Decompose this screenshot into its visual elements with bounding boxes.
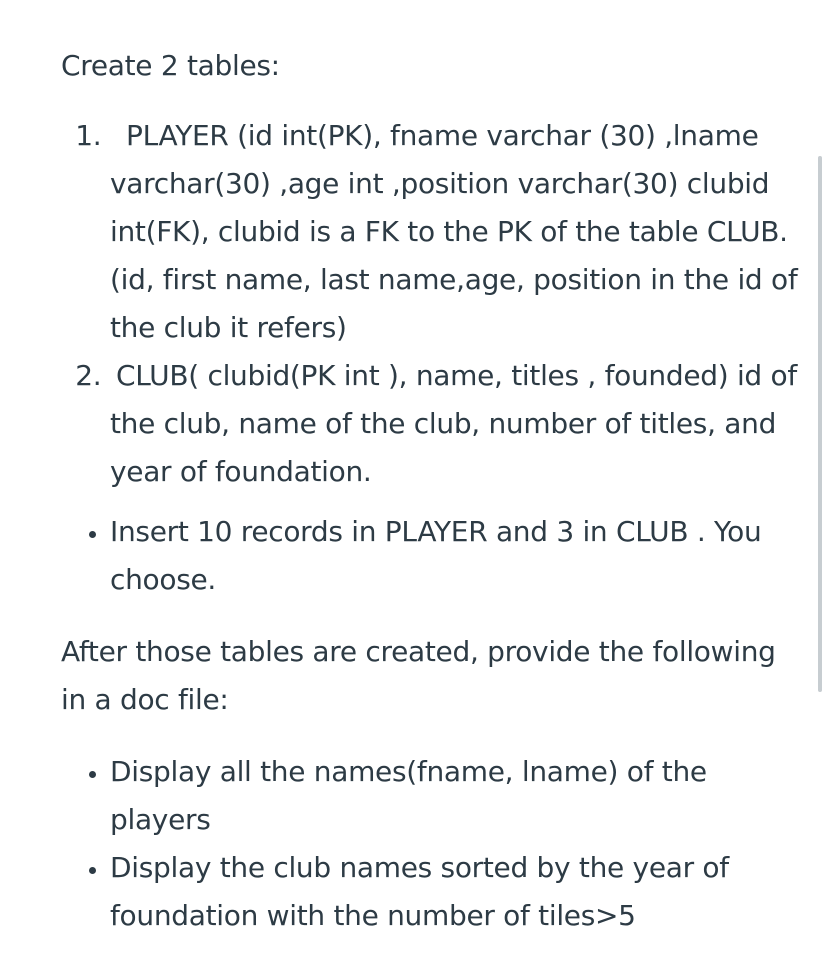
task-list bbox=[61, 748, 806, 940]
vertical-scrollbar[interactable] bbox=[818, 156, 822, 692]
table-list bbox=[61, 112, 806, 496]
after-text: After those tables are created, provide the following in a doc file: bbox=[61, 635, 776, 716]
insert-item: • Insert 10 records in PLAYER and 3 in CLUB . You choose. bbox=[110, 508, 806, 604]
table-item-player bbox=[110, 112, 806, 352]
table-item-club bbox=[110, 352, 806, 496]
task-item: • Display the club names sorted by the year of foundation with the number of tiles>5 bbox=[110, 844, 806, 940]
task-item: • Display all the names(fname, lname) of the players bbox=[110, 748, 806, 844]
table-item-text: CLUB( clubid(PK int ), name, titles , founded) id of the club, name of the club, number of titles, and year of foundation. bbox=[110, 359, 797, 488]
table-item-text: PLAYER (id int(PK), fname varchar (30) ,lname varchar(30) ,age int ,position varchar(30) clubid int(FK), clubid is a FK to the PK of the table CLUB. (id, first name, last name,age, position in the id of the club it refers) bbox=[110, 119, 798, 344]
assignment-content bbox=[61, 42, 806, 940]
intro-text: Create 2 tables: bbox=[61, 49, 280, 82]
insert-list bbox=[61, 508, 806, 604]
